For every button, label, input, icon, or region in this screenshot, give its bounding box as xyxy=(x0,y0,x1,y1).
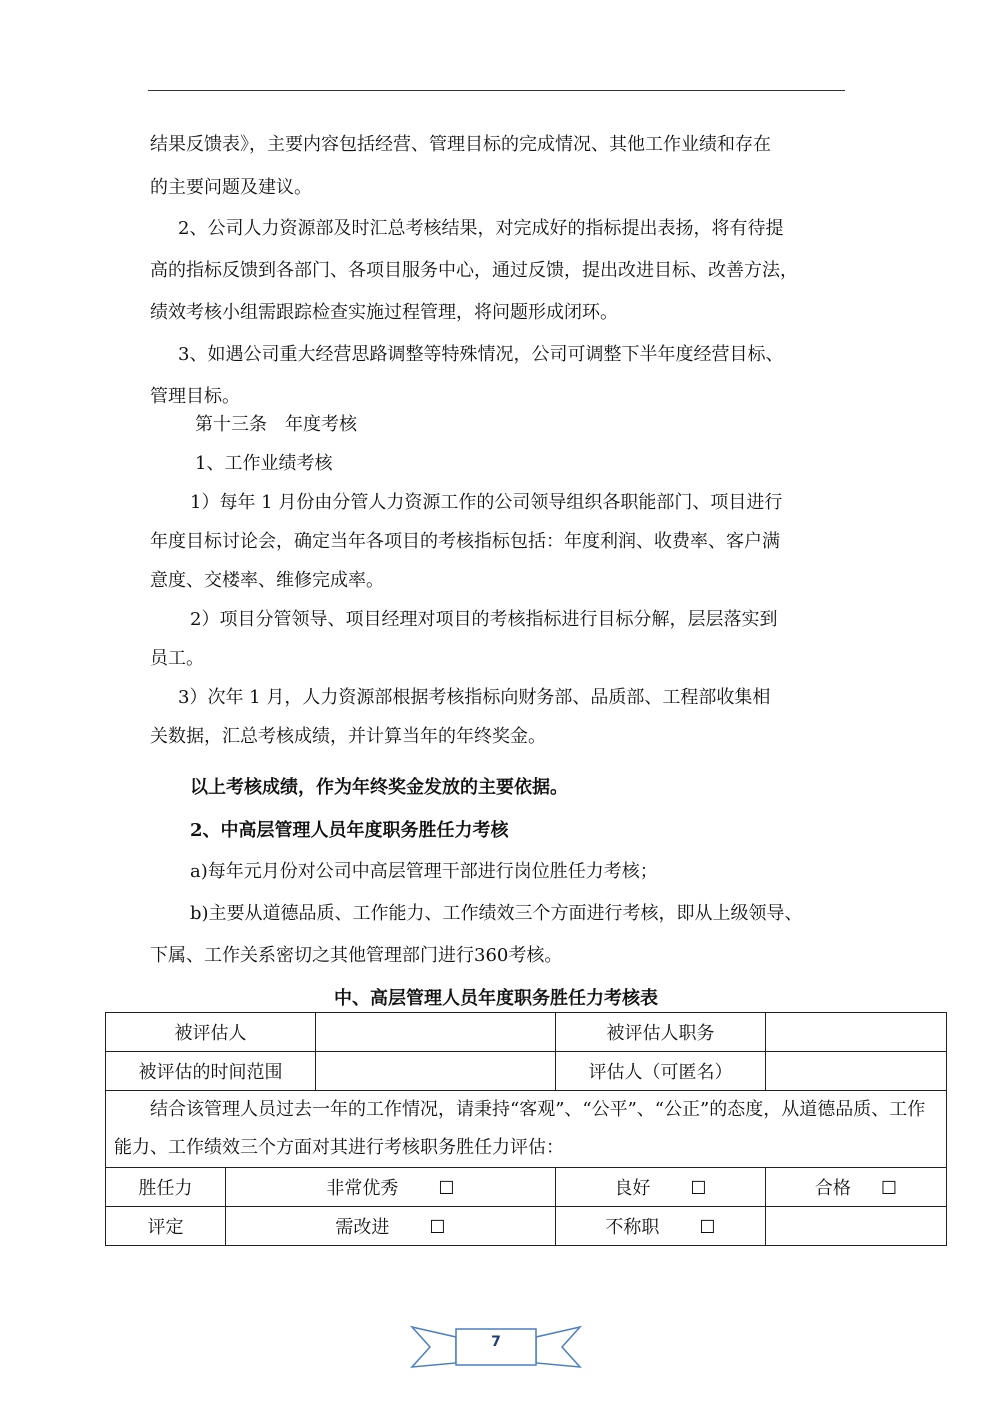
paragraph-line: 的主要问题及建议。 xyxy=(150,177,312,198)
period-field[interactable] xyxy=(316,1052,556,1091)
checkbox-excellent[interactable]: ☐ xyxy=(438,1178,455,1199)
option-label: 需改进 xyxy=(335,1217,390,1238)
paragraph-line: 2）项目分管领导、项目经理对项目的考核指标进行目标分解，层层落实到 xyxy=(190,609,778,630)
option-label: 良好 xyxy=(614,1178,651,1199)
evaluatee-label: 被评估人 xyxy=(106,1013,316,1052)
rating-label: 评定 xyxy=(106,1207,226,1246)
option-good[interactable] xyxy=(556,1168,766,1207)
checkbox-good[interactable]: ☐ xyxy=(690,1178,707,1199)
page-number: 7 xyxy=(491,1334,501,1350)
paragraph-line: 1、工作业绩考核 xyxy=(195,453,333,474)
rating-label: 胜任力 xyxy=(106,1168,226,1207)
table-row xyxy=(106,1052,947,1091)
instructions-content: 结合该管理人员过去一年的工作情况，请秉持“客观”、“公平”、“公正”的态度，从道德品质、工作能力、工作绩效三个方面对其进行考核职务胜任力评估： xyxy=(114,1099,926,1158)
paragraph-line: 员工。 xyxy=(150,648,204,669)
paragraph-line: 年度目标讨论会，确定当年各项目的考核指标包括：年度利润、收费率、客户满 xyxy=(150,531,780,552)
table-row xyxy=(106,1091,947,1168)
paragraph-line: 关数据，汇总考核成绩，并计算当年的年终奖金。 xyxy=(150,726,546,747)
paragraph-line: a)每年元月份对公司中高层管理干部进行岗位胜任力考核； xyxy=(190,861,658,882)
paragraph-line: 高的指标反馈到各部门、各项目服务中心，通过反馈，提出改进目标、改善方法， xyxy=(150,260,798,281)
paragraph-line: 下属、工作关系密切之其他管理部门进行360考核。 xyxy=(150,945,563,966)
position-field[interactable] xyxy=(766,1013,947,1052)
paragraph-line: 管理目标。 xyxy=(150,386,240,407)
option-qualified[interactable] xyxy=(766,1168,947,1207)
paragraph-line: 绩效考核小组需跟踪检查实施过程管理，将问题形成闭环。 xyxy=(150,302,618,323)
table-caption: 中、高层管理人员年度职务胜任力考核表 xyxy=(334,988,658,1009)
option-unfit[interactable] xyxy=(556,1207,766,1246)
option-needs-improvement[interactable] xyxy=(226,1207,556,1246)
paragraph-line: 3）次年 1 月，人力资源部根据考核指标向财务部、品质部、工程部收集相 xyxy=(178,687,771,708)
option-label: 合格 xyxy=(814,1178,851,1199)
period-label: 被评估的时间范围 xyxy=(106,1052,316,1091)
paragraph-line: 意度、交楼率、维修完成率。 xyxy=(150,570,384,591)
option-label: 非常优秀 xyxy=(326,1178,399,1199)
checkbox-needs-improvement[interactable]: ☐ xyxy=(429,1217,446,1238)
competency-evaluation-table xyxy=(105,1012,947,1246)
paragraph-line: 3、如遇公司重大经营思路调整等特殊情况，公司可调整下半年度经营目标、 xyxy=(178,344,784,365)
paragraph-line: 1）每年 1 月份由分管人力资源工作的公司领导组织各职能部门、项目进行 xyxy=(190,492,783,513)
checkbox-qualified[interactable]: ☐ xyxy=(880,1178,898,1199)
paragraph-line: b)主要从道德品质、工作能力、工作绩效三个方面进行考核，即从上级领导、 xyxy=(190,903,803,924)
empty-cell xyxy=(766,1207,947,1246)
option-excellent[interactable] xyxy=(226,1168,556,1207)
evaluator-label: 评估人（可匿名） xyxy=(556,1052,766,1091)
paragraph-line: 以上考核成绩，作为年终奖金发放的主要依据。 xyxy=(190,777,568,798)
paragraph-line: 第十三条 年度考核 xyxy=(195,414,357,435)
option-label: 不称职 xyxy=(605,1217,660,1238)
position-label: 被评估人职务 xyxy=(556,1013,766,1052)
table-row xyxy=(106,1207,947,1246)
evaluator-field[interactable] xyxy=(766,1052,947,1091)
instructions-text xyxy=(106,1091,947,1168)
header-rule xyxy=(148,90,845,91)
table-row xyxy=(106,1168,947,1207)
paragraph-line: 结果反馈表》，主要内容包括经营、管理目标的完成情况、其他工作业绩和存在 xyxy=(150,134,771,155)
paragraph-line: 2、中高层管理人员年度职务胜任力考核 xyxy=(190,820,509,841)
checkbox-unfit[interactable]: ☐ xyxy=(699,1217,716,1238)
evaluatee-field[interactable] xyxy=(316,1013,556,1052)
paragraph-line: 2、公司人力资源部及时汇总考核结果，对完成好的指标提出表扬，将有待提 xyxy=(178,218,784,239)
table-row xyxy=(106,1013,947,1052)
